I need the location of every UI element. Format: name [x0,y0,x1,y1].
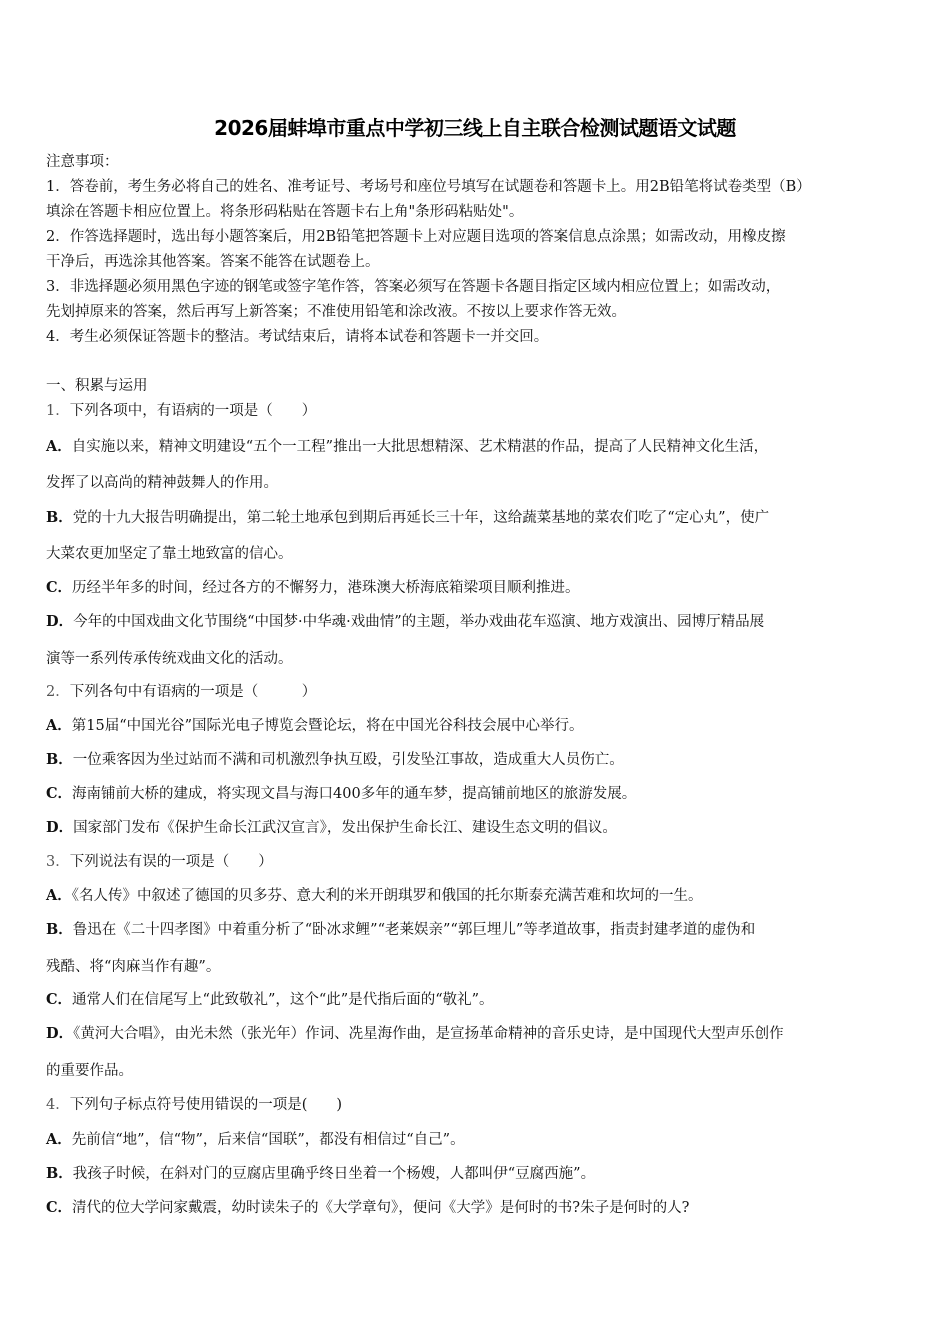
option-b [46,508,908,528]
option-continuation: 发挥了以高尚的精神鼓舞人的作用。 [46,475,278,491]
question-number: 3． [46,854,70,870]
option-label: B． [46,509,73,526]
notice-line: 3．非选择题必须用黑色字迹的钢笔或签字笔作答，答案必须写在答题卡各题目指定区域内相应位置上；如需改动， [46,279,781,295]
option-a [46,886,908,906]
option-text: 清代的位大学问家戴震，幼时读朱子的《大学章句》，便问《大学》是何时的书?朱子是何时的人? [72,1200,690,1216]
option-text: 先前信“地”，信“物”，后来信“国联”，都没有相信过“自己”。 [71,1132,465,1148]
option-text: 鲁迅在《二十四孝图》中着重分析了“卧冰求鲤”“老莱娱亲”“郭巨埋儿”等孝道故事，指责封建孝道的虚伪和 [72,922,756,938]
option-label: D． [46,819,74,836]
section-heading: 一、积累与运用 [46,378,148,394]
page-title: 2026届蚌埠市重点中学初三线上自主联合检测试题语文试题 [214,116,736,140]
option-label: C． [46,1199,73,1216]
option-label: B． [46,921,73,938]
option-text: 第15届“中国光谷”国际光电子博览会暨论坛，将在中国光谷科技会展中心举行。 [71,718,584,734]
option-a [46,1130,908,1150]
notice-heading: 注意事项： [46,154,119,170]
option-c [46,578,908,598]
option-b [46,920,908,940]
question-text: 下列句子标点符号使用错误的一项是( ) [69,1097,343,1113]
option-text: 历经半年多的时间，经过各方的不懈努力，港珠澳大桥海底箱梁项目顺利推进。 [72,580,580,596]
question-stem [46,682,908,702]
option-continuation: 演等一系列传承传统戏曲文化的活动。 [46,651,293,667]
option-b [46,1164,908,1184]
option-text: 今年的中国戏曲文化节围绕“中国梦·中华魂·戏曲情”的主题，举办戏曲花车巡演、地方戏演出、园博厅精品展 [73,614,765,630]
option-label: D． [46,1025,74,1042]
option-continuation: 大菜农更加坚定了靠土地致富的信心。 [46,546,293,562]
option-b [46,750,908,770]
option-label: D． [46,613,74,630]
option-text: 一位乘客因为坐过站而不满和司机激烈争执互殴，引发坠江事故，造成重大人员伤亡。 [72,752,624,768]
question-number: 2． [46,684,70,700]
option-label: C． [46,991,73,1008]
option-text: 自实施以来，精神文明建设“五个一工程”推出一大批思想精深、艺术精湛的作品，提高了人民精神文化生活， [71,439,769,455]
option-label: A． [46,717,72,734]
question-text: 下列各句中有语病的一项是（ ） [69,684,317,700]
question-stem [46,401,908,421]
question-number: 4． [46,1097,70,1113]
notice-line: 干净后，再选涂其他答案。答案不能答在试题卷上。 [46,254,380,270]
question-number: 1． [46,403,70,419]
question-text: 下列说法有误的一项是（ ） [69,854,273,870]
option-label: B． [46,1165,73,1182]
notice-line: 先划掉原来的答案，然后再写上新答案；不准使用铅笔和涂改液。不按以上要求作答无效。 [46,304,626,320]
option-text: 我孩子时候，在斜对门的豆腐店里确乎终日坐着一个杨嫂，人都叫伊“豆腐西施”。 [72,1166,596,1182]
option-label: A． [46,887,72,904]
question-text: 下列各项中，有语病的一项是（ ） [69,403,317,419]
option-a [46,716,908,736]
option-label: B． [46,751,73,768]
option-c [46,1198,908,1218]
option-c [46,990,908,1010]
option-text: 党的十九大报告明确提出，第二轮土地承包到期后再延长三十年，这给蔬菜基地的菜农们吃了“定心丸”，使广 [72,510,770,526]
option-d [46,818,908,838]
option-text: 《名人传》中叙述了德国的贝多芬、意大利的米开朗琪罗和俄国的托尔斯泰充满苦难和坎坷的一生。 [71,888,703,904]
option-text: 海南铺前大桥的建成，将实现文昌与海口400多年的通车梦，提高铺前地区的旅游发展。 [72,786,637,802]
option-a [46,437,908,457]
option-text: 《黄河大合唱》，由光未然（张光年）作词、冼星海作曲，是宣扬革命精神的音乐史诗，是中国现代大型声乐创作 [73,1026,784,1042]
option-continuation: 的重要作品。 [46,1063,133,1079]
notice-line: 填涂在答题卡相应位置上。将条形码粘贴在答题卡右上角"条形码粘贴处"。 [46,204,524,220]
option-label: C． [46,785,73,802]
option-text: 通常人们在信尾写上“此致敬礼”，这个“此”是代指后面的“敬礼”。 [72,992,494,1008]
question-stem [46,852,908,872]
option-d [46,1024,908,1044]
notice-line: 2．作答选择题时，选出每小题答案后，用2B铅笔把答题卡上对应题目选项的答案信息点涂黑；如需改动，用橡皮擦 [46,229,786,245]
option-c [46,784,908,804]
option-label: C． [46,579,73,596]
option-d [46,612,908,632]
option-label: A． [46,438,72,455]
option-label: A． [46,1131,72,1148]
option-continuation: 残酷、将“肉麻当作有趣”。 [46,959,221,975]
option-text: 国家部门发布《保护生命长江武汉宣言》，发出保护生命长江、建设生态文明的倡议。 [73,820,617,836]
notice-line: 4．考生必须保证答题卡的整洁。考试结束后，请将本试卷和答题卡一并交回。 [46,329,549,345]
notice-line: 1．答卷前，考生务必将自己的姓名、准考证号、考场号和座位号填写在试题卷和答题卡上。用2B铅笔将试卷类型（B） [46,179,811,195]
question-stem [46,1095,908,1115]
